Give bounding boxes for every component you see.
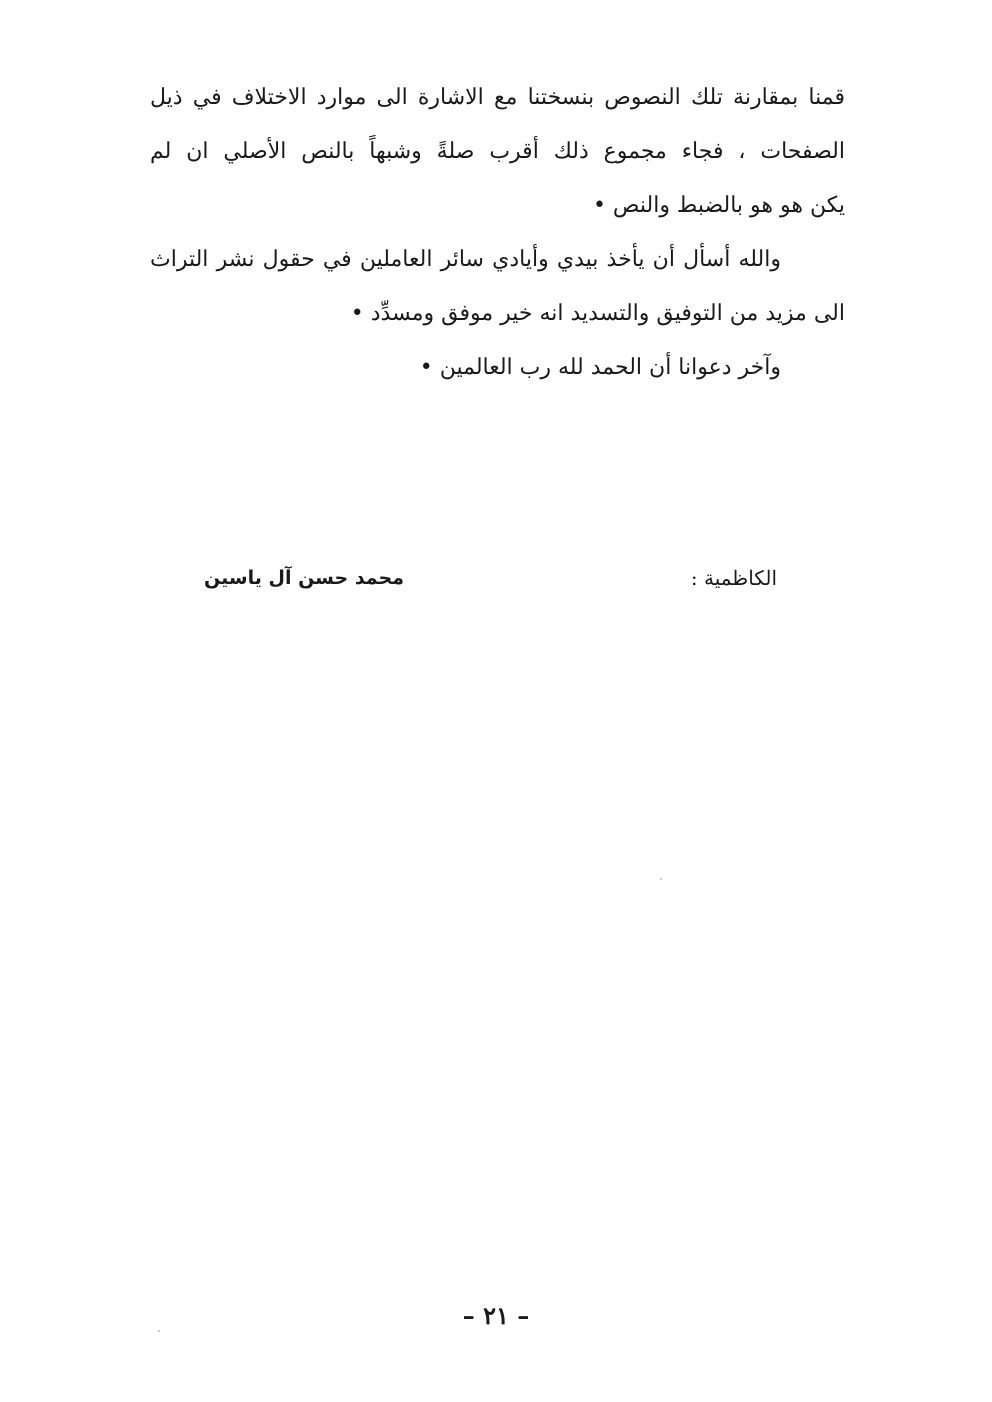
paragraph-1-line-3: يكن هو هو بالضبط والنص • (592, 193, 845, 218)
signature-place: الكاظمية : (690, 566, 777, 590)
page-number: – ٢١ – (462, 1301, 530, 1330)
paragraph-3-line-1: وآخر دعوانا أن الحمد لله رب العالمين • (419, 355, 781, 380)
signature-author: محمد حسن آل ياسين (204, 567, 404, 589)
paragraph-2-line-2: الى مزيد من التوفيق والتسديد انه خير موفق ومسدِّد • (350, 301, 845, 326)
paragraph-2-line-1: والله أسأل أن يأخذ بيدي وأيادي سائر العاملين في حقول نشر التراث (150, 247, 781, 272)
scan-speck (660, 878, 662, 880)
introduction-body (150, 76, 845, 400)
paragraph-1-line-1: قمنا بمقارنة تلك النصوص بنسختنا مع الاشارة الى موارد الاختلاف في ذيل (150, 85, 845, 110)
scan-speck (158, 1330, 160, 1332)
paragraph-1-line-2: الصفحات ، فجاء مجموع ذلك أقرب صلةً وشبهاً بالنص الأصلي ان لم (150, 139, 845, 164)
